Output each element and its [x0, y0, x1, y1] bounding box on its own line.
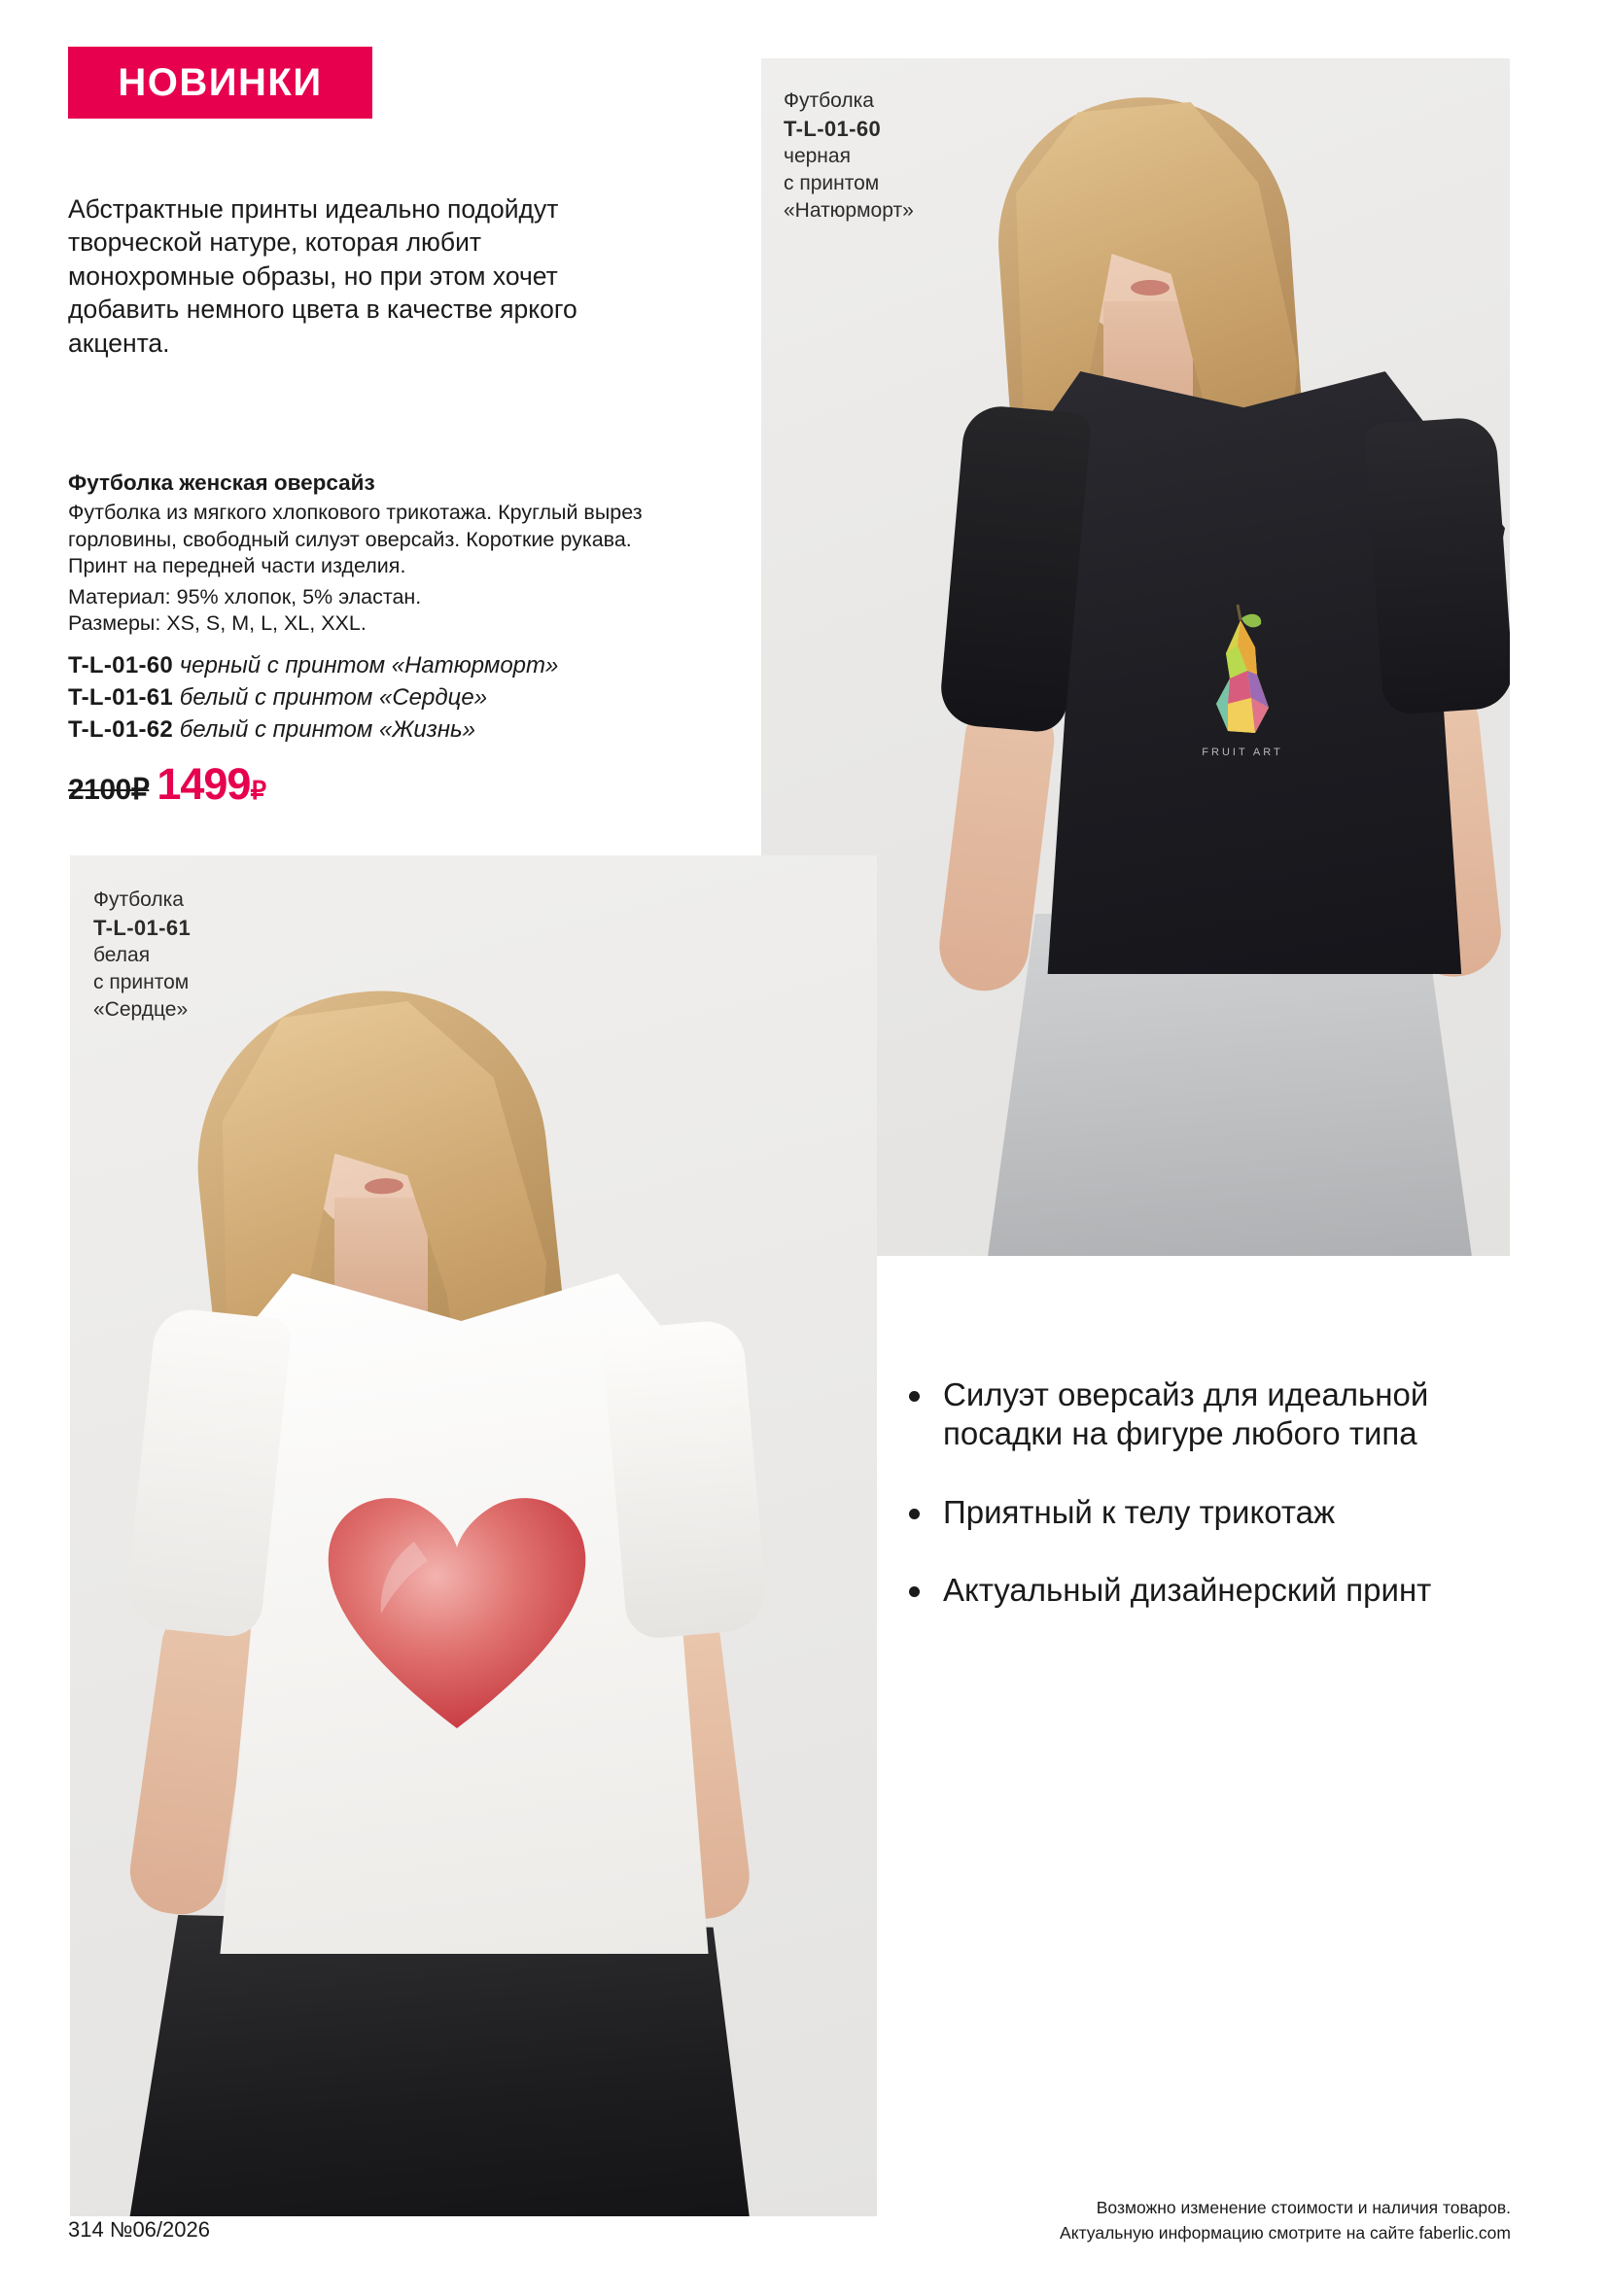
- disclaimer-line-2: Актуальную информацию смотрите на сайте faberlic.com: [1060, 2222, 1511, 2243]
- photo-black-caption-line4: с принтом: [784, 172, 880, 195]
- feature-bullet-text: Актуальный дизайнерский принт: [943, 1571, 1432, 1608]
- intro-paragraph: Абстрактные принты идеально подойдут творческой натуре, которая любит монохромные образы, но при этом хочет добавить немного цвета в качестве яркого акцента.: [68, 194, 577, 358]
- variant-name: черный с принтом «Натюрморт»: [179, 651, 559, 678]
- variant-code: T-L-01-62: [68, 715, 174, 743]
- feature-bullet-list: [909, 1375, 1453, 1649]
- product-description-block: [68, 470, 690, 810]
- photo-white-sku: T-L-01-61: [93, 915, 192, 940]
- variant-code: T-L-01-60: [68, 651, 174, 678]
- photo-white-tshirt: [70, 855, 877, 2216]
- bullet-dot-icon: [909, 1391, 920, 1402]
- white-tshirt-sleeve-right: [601, 1318, 768, 1640]
- price-new: [157, 759, 265, 810]
- feature-bullet: [909, 1375, 1453, 1454]
- variant-row: [68, 681, 690, 713]
- variant-name: белый с принтом «Жизнь»: [179, 715, 476, 743]
- photo-white-caption: [93, 887, 191, 1024]
- page-number: 314: [68, 2217, 104, 2242]
- photo-black-caption-line1: Футболка: [784, 89, 874, 112]
- product-sizes: Размеры: XS, S, M, L, XL, XXL.: [68, 611, 367, 636]
- variant-row: [68, 649, 690, 681]
- novelty-badge: [68, 47, 372, 119]
- variant-row: [68, 713, 690, 746]
- disclaimer-line-1: Возможно изменение стоимости и наличия товаров.: [1096, 2198, 1511, 2218]
- bullet-dot-icon: [909, 1509, 920, 1519]
- product-title: Футболка женская оверсайз: [68, 470, 375, 495]
- photo-white-caption-line1: Футболка: [93, 888, 184, 911]
- black-tshirt-sleeve-right: [1364, 416, 1510, 716]
- photo-black-sku: T-L-01-60: [784, 116, 882, 141]
- price-block: [68, 759, 690, 810]
- product-variants: [68, 649, 690, 746]
- feature-bullet: [909, 1571, 1453, 1610]
- heart-print-icon: [321, 1478, 593, 1740]
- feature-bullet-text: Силуэт оверсайз для идеальной посадки на фигуре любого типа: [943, 1376, 1429, 1452]
- photo-white-caption-line5: «Сердце»: [93, 998, 189, 1022]
- pear-print-icon: [1187, 603, 1294, 739]
- variant-code: T-L-01-61: [68, 683, 174, 711]
- model-lips: [365, 1177, 404, 1195]
- photo-black-caption-line5: «Натюрморт»: [784, 199, 914, 223]
- feature-bullet-text: Приятный к телу трикотаж: [943, 1493, 1336, 1530]
- photo-black-caption-line3: черная: [784, 145, 851, 168]
- bullet-dot-icon: [909, 1586, 920, 1597]
- price-new-value: 1499: [157, 759, 251, 810]
- print-text-fruit-art: FRUIT ART: [1202, 747, 1283, 758]
- photo-black-caption: [784, 87, 914, 225]
- novelty-badge-label: НОВИНКИ: [118, 60, 323, 104]
- issue-number: №06/2026: [109, 2217, 210, 2242]
- product-material: Материал: 95% хлопок, 5% эластан.: [68, 584, 422, 609]
- model-lips: [1131, 280, 1170, 296]
- page-right-margin: [1591, 0, 1608, 2296]
- footer-page-info: [68, 2217, 210, 2243]
- feature-bullet: [909, 1493, 1453, 1532]
- footer-disclaimer: [1060, 2196, 1511, 2245]
- variant-name: белый с принтом «Сердце»: [179, 683, 488, 711]
- model-jeans: [128, 1915, 751, 2216]
- price-currency: ₽: [250, 776, 265, 806]
- price-old: 2100₽: [68, 774, 150, 807]
- product-description: Футболка из мягкого хлопкового трикотажа. Круглый вырез горловины, свободный силуэт оверсайз. Короткие рукава. Принт на передней части изделия.: [68, 501, 643, 578]
- photo-white-caption-line3: белая: [93, 944, 151, 967]
- photo-white-caption-line4: с принтом: [93, 971, 190, 994]
